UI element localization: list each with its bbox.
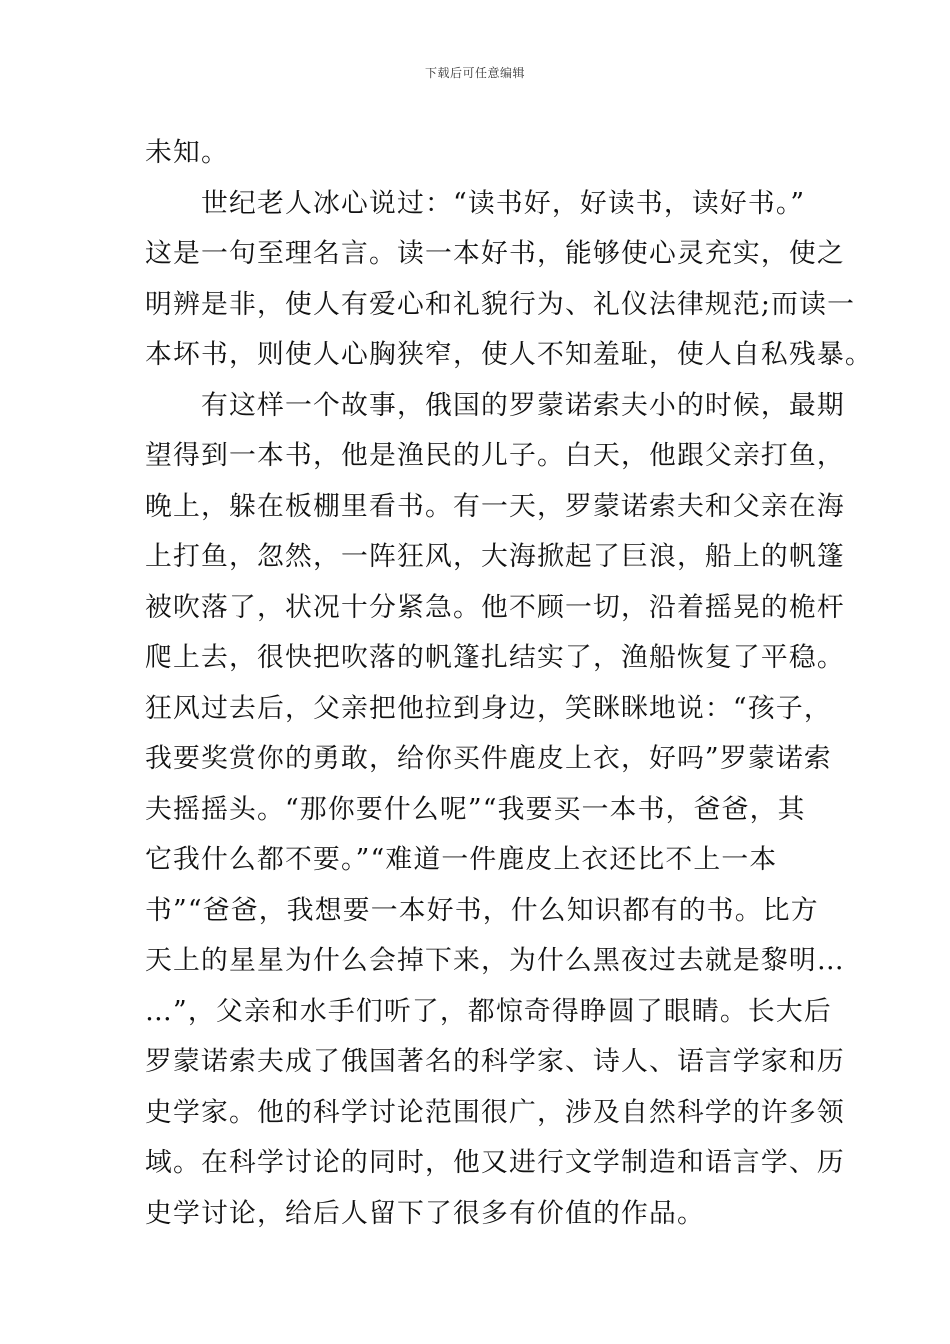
page-header: 下载后可任意编辑 xyxy=(424,66,525,80)
text-line: 望得到一本书，他是渔民的儿子。白天，他跟父亲打鱼， xyxy=(145,440,845,471)
text-line: …”，父亲和水手们听了，都惊奇得睁圆了眼睛。长大后 xyxy=(145,995,832,1027)
text-line: 我要奖赏你的勇敢，给你买件鹿皮上衣，好吗”罗蒙诺索 xyxy=(145,743,832,774)
text-line: 罗蒙诺索夫成了俄国著名的科学家、诗人、语言学家和历 xyxy=(145,1046,845,1077)
text-line: 被吹落了，状况十分紧急。他不顾一切，沿着摇晃的桅杆 xyxy=(145,591,845,623)
text-line: 世纪老人冰心说过：“读书好，好读书，读好书。” xyxy=(145,187,806,219)
text-line: 本坏书，则使人心胸狭窄，使人不知羞耻，使人自私残暴。 xyxy=(145,339,873,370)
text-line: 有这样一个故事，俄国的罗蒙诺索夫小的时候，最期 xyxy=(145,389,845,421)
text-line: 上打鱼，忽然，一阵狂风，大海掀起了巨浪，船上的帆篷 xyxy=(145,541,845,572)
document-body xyxy=(145,128,873,1239)
text-line: 史学家。他的科学讨论范围很广，涉及自然科学的许多领 xyxy=(145,1096,845,1128)
text-line: 晚上，躲在板棚里看书。有一天，罗蒙诺索夫和父亲在海 xyxy=(145,490,845,522)
text-line: 域。在科学讨论的同时，他又进行文学制造和语言学、历 xyxy=(145,1147,845,1178)
text-line: 明辨是非，使人有爱心和礼貌行为、礼仪法律规范;而读一 xyxy=(145,288,856,320)
text-line: 夫摇摇头。“那你要什么呢”“我要买一本书，爸爸，其 xyxy=(145,793,806,825)
text-line: 这是一句至理名言。读一本好书，能够使心灵充实，使之 xyxy=(145,238,845,269)
text-line: 爬上去，很快把吹落的帆篷扎结实了，渔船恢复了平稳。 xyxy=(145,642,845,673)
text-line: 未知。 xyxy=(145,137,229,168)
text-line: 它我什么都不要。”“难道一件鹿皮上衣还比不上一本 xyxy=(145,844,778,875)
text-line: 史学讨论，给后人留下了很多有价值的作品。 xyxy=(145,1197,705,1229)
text-line: 书”“爸爸，我想要一本好书，什么知识都有的书。比方 xyxy=(145,894,819,926)
text-line: 天上的星星为什么会掉下来，为什么黑夜过去就是黎明… xyxy=(145,945,845,976)
text-line: 狂风过去后，父亲把他拉到身边，笑眯眯地说：“孩子， xyxy=(145,692,832,724)
